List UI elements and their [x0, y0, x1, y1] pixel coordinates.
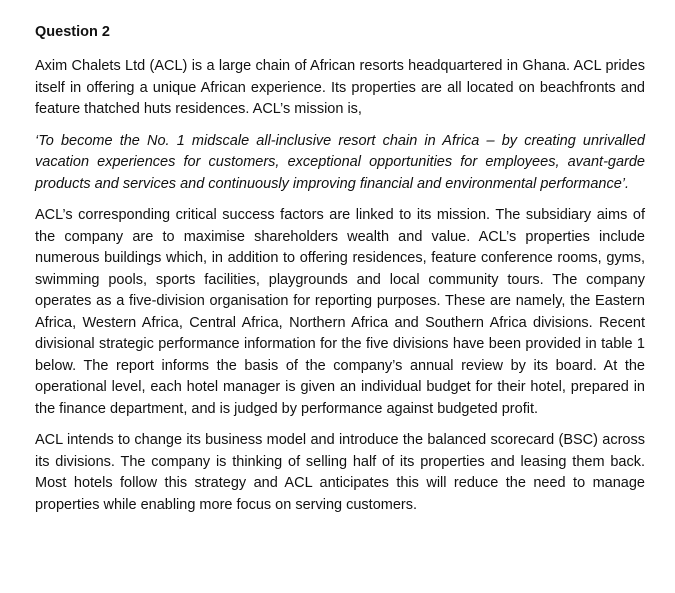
mission-quote-paragraph: ‘To become the No. 1 midscale all-inclusive resort chain in Africa – by creating unrivalled vacation experiences for customers, exceptional opportunities for employees, avant-garde products and services and continuously improving financial and environmental performance’.	[35, 132, 645, 192]
document-body	[35, 22, 645, 526]
intro-paragraph: Axim Chalets Ltd (ACL) is a large chain of African resorts headquartered in Ghana. ACL prides itself in offering a unique African experience. Its properties are all located on beachfronts and feature thatched huts residences. ACL’s mission is,	[35, 58, 645, 117]
question-heading: Question 2	[35, 24, 110, 40]
success-factors-paragraph: ACL’s corresponding critical success factors are linked to its mission. The subsidiary aims of the company are to maximise shareholders wealth and value. ACL’s properties include numerous buildings which, in addition to offering residences, feature conference rooms, gyms, swimming pools, sports facilities, playgrounds and local community tours. The company operates as a five-division organisation for reporting purposes. These are namely, the Eastern Africa, Western Africa, Central Africa, Northern Africa and Southern Africa divisions. Recent divisional strategic performance information for the five divisions have been provided in table 1 below. The report informs the basis of the company’s annual review by its board. At the operational level, each hotel manager is given an individual budget for their hotel, prepared in the finance department, and is judged by performance against budgeted profit.	[35, 207, 645, 417]
bsc-paragraph: ACL intends to change its business model and introduce the balanced scorecard (BSC) across its divisions. The company is thinking of selling half of its properties and leasing them back. Most hotels follow this strategy and ACL anticipates this will reduce the need to manage properties while enabling more focus on serving customers.	[35, 432, 645, 513]
